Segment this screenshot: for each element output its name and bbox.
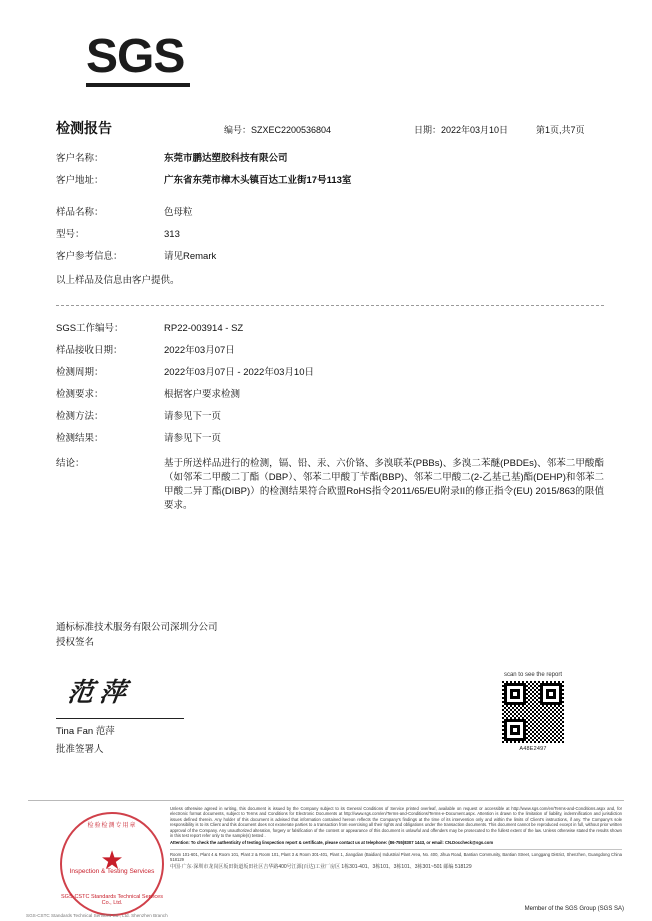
page-title: 检测报告 <box>56 120 112 136</box>
field-label: 样品名称： <box>56 207 104 218</box>
field-row <box>56 344 604 357</box>
field-value: 东莞市鹏达塑胶科技有限公司 <box>164 153 288 164</box>
field-label: SGS工作编号： <box>56 323 124 334</box>
field-label: 检测方法： <box>56 411 104 422</box>
report-header-row <box>56 118 604 138</box>
stamp-top-text: 检验检测专用章 <box>87 823 137 829</box>
footer-divider <box>28 800 624 801</box>
field-row <box>56 410 604 423</box>
field-value: 广东省东莞市樟木头镇百达工业街17号113室 <box>164 175 352 186</box>
qr-caption: scan to see the report <box>503 672 563 678</box>
sgs-logo <box>86 32 190 89</box>
footer-terms: Unless otherwise agreed in writing, this document is issued by the Company subject to its General Conditions of Service printed overleaf, available on request or accessible at http://www.sgs.com/en/Terms-and-Conditions.aspx and, for electronic format documents, subject to Terms and Conditions for Electronic Documents at http://www.sgs.com/en/Terms-and-Conditions/Terms-e-Document.aspx. Attention is drawn to the limitation of liability, indemnification and jurisdiction issues defined therein. Any holder of this document is advised that information contained hereon reflects the Company's findings at the time of its intervention only and within the limits of Client's instructions, if any. The Company's sole responsibility is to its Client and this document does not exonerate parties to a transaction from exercising all their rights and obligations under the transaction documents. This document cannot be reproduced except in full, without prior written approval of the Company. Any unauthorized alteration, forgery or falsification of the content or appearance of this document is unlawful and offenders may be prosecuted to the fullest extent of the law. Unless otherwise stated the results shown in this test report refer only to the sample(s) tested . <box>170 806 622 839</box>
field-label: 客户名称： <box>56 153 104 164</box>
footer-attention: Attention: To check the authenticity of testing /inspection report & certificate, please contact us at telephone: (86-755)8307 1443, or email: CN.Doccheck@sgs.com <box>170 840 494 846</box>
conclusion-row <box>56 457 604 513</box>
field-value: RP22-003914 - SZ <box>164 323 244 334</box>
field-row <box>56 152 604 165</box>
field-row <box>56 250 604 263</box>
lab-note <box>26 913 216 919</box>
signer-name: Tina Fan 范萍 <box>56 726 115 737</box>
logo-text: SGS <box>86 30 185 83</box>
field-label: 检测要求： <box>56 389 104 400</box>
field-value: 2022年03月07日 <box>164 345 235 356</box>
field-label: 客户地址： <box>56 175 104 186</box>
field-row <box>56 322 604 335</box>
logo-underline <box>86 83 190 87</box>
field-row <box>56 432 604 445</box>
divider-top <box>56 305 604 306</box>
field-label: 型号： <box>56 229 85 240</box>
signature-script-text: 范萍 <box>65 678 134 707</box>
authorized-signature-label: 授权签名 <box>56 637 95 648</box>
field-value: 请参见下一页 <box>164 433 222 444</box>
stamp-mid-text: Inspection & Testing Services <box>69 868 155 875</box>
qr-code-image[interactable] <box>501 680 565 744</box>
footer-sep <box>170 849 622 850</box>
field-label: 客户参考信息： <box>56 251 123 262</box>
field-value: 根据客户要求检测 <box>164 389 241 400</box>
report-number: 编号：SZXEC2200536804 <box>224 125 332 135</box>
field-value: 色母粒 <box>164 207 193 218</box>
footer-address-cn: 中国·广东·深圳市龙岗区坂田街道坂田社区吉华路400号江源(百达)工业厂房区 1栋301-401、3栋101、3栋101、3栋301~501 邮编 518129 <box>170 864 472 871</box>
signature-underline <box>56 718 184 719</box>
client-note: 以上样品及信息由客户提供。 <box>56 275 180 286</box>
signing-company: 通标标准技术服务有限公司深圳分公司 <box>56 622 218 633</box>
field-row <box>56 388 604 401</box>
test-info-block <box>56 322 604 522</box>
footer-address-en: Room 101-601, Plant 4 & Room 101, Plant 2 & Room 101, Plant 3 & Room 301-401, Plant 1, Jiangdian (Baidian) Industrial Plant Area, No. 400, Jihua Road, Bantian Community, Bantian Street, Longgang District, Shenzhen, Guangdong China 518129 <box>170 851 622 863</box>
lab-note-1: SGS-CSTC Standards Technical Services Co., Ltd. Shenzhen Branch <box>26 913 168 918</box>
signer-role: 批准签署人 <box>56 744 104 755</box>
page-count: 第1页,共7页 <box>536 125 585 135</box>
footer-legal <box>170 806 622 870</box>
field-row <box>56 174 604 187</box>
qr-code-area <box>497 672 569 752</box>
client-info-block <box>56 152 604 288</box>
handwritten-signature <box>65 672 188 716</box>
field-label: 检测周期： <box>56 367 104 378</box>
field-value: 请参见下一页 <box>164 411 222 422</box>
field-row <box>56 228 604 241</box>
report-date: 日期：2022年03月10日 <box>414 125 509 135</box>
field-value: 313 <box>164 229 180 240</box>
field-value: 请见Remark <box>164 251 217 262</box>
signature-block <box>56 620 476 755</box>
field-row <box>56 366 604 379</box>
member-line: Member of the SGS Group (SGS SA) <box>524 906 624 912</box>
qr-code-id: A48E2497 <box>519 746 547 752</box>
conclusion-label: 结论： <box>56 458 85 469</box>
official-stamp: 检验检测专用章 ★ Inspection & Testing Services SGS-CSTC Standards Technical Services Co., Ltd. <box>60 812 164 916</box>
stamp-bottom-text: SGS-CSTC Standards Technical Services Co., Ltd. <box>61 894 163 906</box>
field-label: 样品接收日期： <box>56 345 123 356</box>
field-label: 检测结果： <box>56 433 104 444</box>
conclusion-text: 基于所送样品进行的检测，镉、铅、汞、六价铬、多溴联苯(PBBs)、多溴二苯醚(PBDEs)、邻苯二甲酸酯（如邻苯二甲酸二丁酯（DBP）、邻苯二甲酸丁苄酯(BBP)、邻苯二甲酸二(2-乙基己基)酯(DEHP)和邻苯二甲酸二异丁酯(DIBP)）的检测结果符合欧盟RoHS指令2011/65/EU附录II的修正指令(EU) 2015/863的限值要求。 <box>164 458 604 511</box>
field-value: 2022年03月07日 - 2022年03月10日 <box>164 367 314 378</box>
field-row <box>56 206 604 219</box>
